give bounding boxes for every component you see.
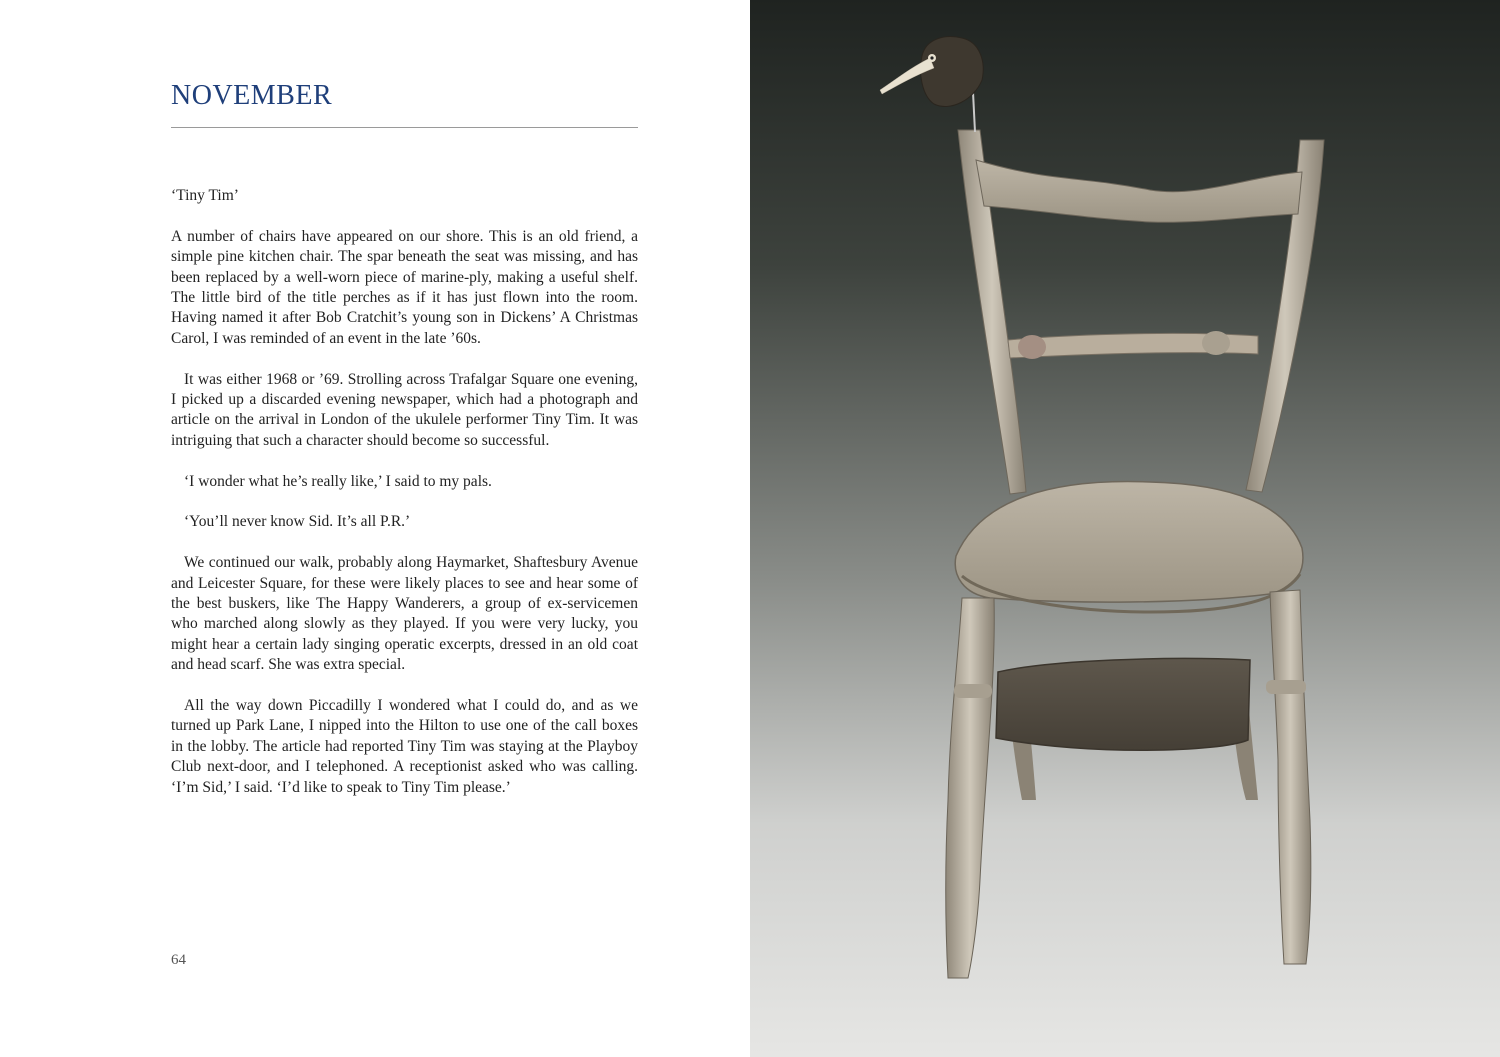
chair-photograph [750,0,1500,1057]
body-text [171,186,638,818]
paragraph-6: All the way down Piccadilly I wondered what I could do, and as we turned up Park Lane, I nipped into the Hilton to use one of the call boxes in the lobby. The article had reported Tiny Tim was staying at the Playboy Club next-door, and I telephoned. A receptionist asked who was calling. ‘I’m Sid,’ I said. ‘I’d like to speak to Tiny Tim please.’ [171,697,638,796]
piece-title: ‘Tiny Tim’ [171,187,239,204]
paragraph-3: ‘I wonder what he’s really like,’ I said to my pals. [184,472,492,490]
chair-illustration [750,0,1500,1057]
chapter-title: NOVEMBER [171,80,333,111]
paragraph-1: A number of chairs have appeared on our shore. This is an old friend, a simple pine kitchen chair. The spar beneath the seat was missing, and has been replaced by a well-worn piece of marine-ply, making a useful shelf. The little bird of the title perches as if it has just flown into the room. Having named it after Bob Cratchit’s young son in Dickens’ A Christmas Carol, I was reminded of an event in the late ’60s. [171,227,638,347]
page-number: 64 [171,952,186,968]
paragraph-4: ‘You’ll never know Sid. It’s all P.R.’ [184,513,411,531]
paragraph-2: It was either 1968 or ’69. Strolling across Trafalgar Square one evening, I picked up a discarded evening newspaper, which had a photograph and article on the arrival in London of the ukulele performer Tiny Tim. It was intriguing that such a character should become so successful. [171,370,638,449]
title-rule [171,127,638,128]
paragraph-5: We continued our walk, probably along Haymarket, Shaftesbury Avenue and Leicester Square, for these were likely places to see and hear some of the best buskers, like The Happy Wanderers, a group of ex-servicemen who marched along slowly as they played. If you were very lucky, you might hear a certain lady singing operatic excerpts, dressed in an old coat and head scarf. She was extra special. [171,554,638,674]
